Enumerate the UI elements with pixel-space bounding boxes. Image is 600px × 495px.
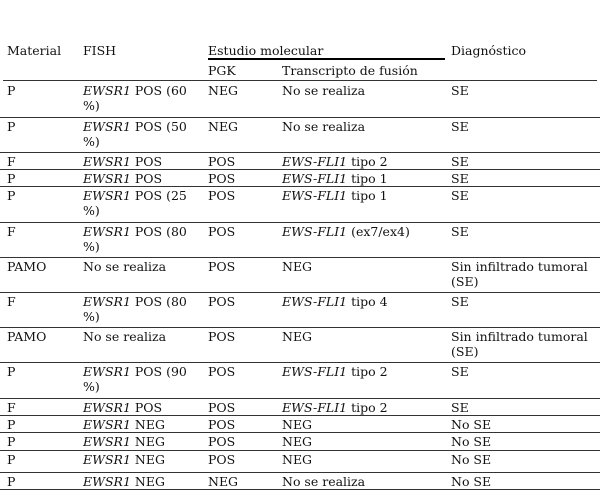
cell-pgk: POS [208,364,236,379]
cell-diagnostico: No SE [451,452,492,467]
fish-result: NEG [130,452,165,467]
cell-fish [83,329,200,344]
header-pgk: PGK [208,63,236,78]
cell-material: P [7,83,16,98]
table-row [0,222,600,258]
table-row [0,81,600,118]
fish-gene-name: EWSR1 [83,364,131,379]
fish-result: POS (80 %) [83,224,187,254]
transcript-gene-name: EWS-FLI1 [282,224,348,239]
cell-transcripto [282,474,447,489]
transcript-gene-name: EWS-FLI1 [282,294,348,309]
transcript-gene-name: EWS-FLI1 [282,171,348,186]
transcript-result: NEG [282,329,313,344]
transcript-result: tipo 1 [347,188,388,203]
cell-transcripto [282,417,447,432]
fish-result: POS [130,400,163,415]
cell-material: P [7,417,16,432]
cell-pgk: POS [208,452,236,467]
transcript-result: NEG [282,417,313,432]
fish-gene-name: EWSR1 [83,154,131,169]
cell-fish [83,259,200,274]
cell-fish [83,417,200,432]
cell-transcripto [282,171,447,186]
cell-transcripto [282,364,447,379]
cell-transcripto [282,434,447,449]
cell-material: P [7,434,16,449]
cell-fish [83,452,200,467]
cell-fish [83,364,200,394]
cell-material: P [7,452,16,467]
cell-diagnostico: SE [451,364,469,379]
table-row [0,292,600,328]
transcript-result: No se realiza [282,474,366,489]
cell-transcripto [282,188,447,203]
cell-fish [83,224,200,254]
cell-pgk: POS [208,224,236,239]
table-row [0,415,600,433]
header-transcripto: Transcripto de fusión [282,63,418,78]
cell-diagnostico: SE [451,188,469,203]
cell-fish [83,119,200,149]
table-row [0,398,600,416]
fish-gene-name: EWSR1 [83,294,131,309]
fish-result: NEG [130,417,165,432]
cell-material: P [7,171,16,186]
cell-transcripto [282,329,447,344]
header-diagnostico: Diagnóstico [451,43,527,58]
fish-gene-name: EWSR1 [83,171,131,186]
transcript-result: tipo 2 [347,364,388,379]
cell-diagnostico: Sin infiltrado tumoral (SE) [451,259,588,289]
cell-pgk: POS [208,188,236,203]
cell-diagnostico: SE [451,294,469,309]
fish-gene-name: EWSR1 [83,83,131,98]
fish-gene-name: EWSR1 [83,474,131,489]
cell-material: F [7,154,16,169]
cell-diagnostico: No SE [451,434,492,449]
cell-transcripto [282,224,447,239]
cell-material: P [7,188,16,203]
cell-pgk: POS [208,259,236,274]
cell-fish [83,400,200,415]
table-row [0,186,600,223]
cell-fish [83,154,200,169]
cell-fish [83,434,200,449]
fish-result: NEG [130,434,165,449]
cell-material: PAMO [7,259,47,274]
fish-result: POS (25 %) [83,188,187,218]
fish-result: POS (50 %) [83,119,187,149]
cell-pgk: NEG [208,83,239,98]
cell-pgk: POS [208,417,236,432]
transcript-gene-name: EWS-FLI1 [282,400,348,415]
cell-diagnostico: SE [451,119,469,134]
fish-gene-name: EWSR1 [83,224,131,239]
cell-diagnostico: SE [451,400,469,415]
fish-gene-name: EWSR1 [83,452,131,467]
fish-gene-name: EWSR1 [83,434,131,449]
cell-transcripto [282,259,447,274]
fish-result: POS (80 %) [83,294,187,324]
cell-fish [83,474,200,489]
transcript-result: tipo 4 [347,294,388,309]
table-row [0,450,600,473]
table-row [0,362,600,399]
cell-material: F [7,400,16,415]
transcript-result: NEG [282,452,313,467]
cell-material: P [7,474,16,489]
fish-result: POS [130,154,163,169]
cell-transcripto [282,83,447,98]
estudio-underline [208,58,445,60]
header-estudio-molecular: Estudio molecular [208,43,324,58]
table-row [0,257,600,293]
cell-material: P [7,119,16,134]
cell-diagnostico: SE [451,171,469,186]
fish-result: POS [130,171,163,186]
cell-diagnostico: SE [451,224,469,239]
cell-transcripto [282,452,447,467]
header-material: Material [7,43,62,58]
header-fish: FISH [83,43,117,58]
table-row [0,152,600,170]
transcript-result: tipo 2 [347,154,388,169]
cell-material: P [7,364,16,379]
cell-fish [83,83,200,113]
fish-result: POS (90 %) [83,364,187,394]
table-row [0,117,600,153]
table-row [0,432,600,451]
cell-diagnostico: No SE [451,417,492,432]
cell-material: F [7,294,16,309]
cell-pgk: POS [208,171,236,186]
transcript-gene-name: EWS-FLI1 [282,188,348,203]
table-row [0,169,600,187]
transcript-result: tipo 1 [347,171,388,186]
transcript-gene-name: EWS-FLI1 [282,154,348,169]
cell-transcripto [282,119,447,134]
cell-transcripto [282,154,447,169]
cell-pgk: POS [208,400,236,415]
cell-fish [83,294,200,324]
table-row [0,327,600,363]
fish-gene-name: EWSR1 [83,400,131,415]
transcript-gene-name: EWS-FLI1 [282,364,348,379]
cell-pgk: NEG [208,119,239,134]
cell-pgk: POS [208,329,236,344]
transcript-result: NEG [282,259,313,274]
transcript-result: No se realiza [282,119,366,134]
cell-diagnostico: No SE [451,474,492,489]
cell-pgk: POS [208,154,236,169]
cell-fish [83,188,200,218]
cell-diagnostico: Sin infiltrado tumoral (SE) [451,329,588,359]
cell-pgk: POS [208,434,236,449]
cell-pgk: NEG [208,474,239,489]
cell-material: F [7,224,16,239]
cell-transcripto [282,400,447,415]
cell-diagnostico: SE [451,83,469,98]
fish-result: No se realiza [83,329,167,344]
table-row [0,472,600,490]
transcript-result: tipo 2 [347,400,388,415]
fish-result: NEG [130,474,165,489]
fish-result: No se realiza [83,259,167,274]
cell-diagnostico: SE [451,154,469,169]
fish-gene-name: EWSR1 [83,188,131,203]
cell-material: PAMO [7,329,47,344]
cell-fish [83,171,200,186]
transcript-result: (ex7/ex4) [347,224,410,239]
fish-gene-name: EWSR1 [83,119,131,134]
cell-pgk: POS [208,294,236,309]
fish-result: POS (60 %) [83,83,187,113]
cell-transcripto [282,294,447,309]
transcript-result: No se realiza [282,83,366,98]
fish-gene-name: EWSR1 [83,417,131,432]
transcript-result: NEG [282,434,313,449]
